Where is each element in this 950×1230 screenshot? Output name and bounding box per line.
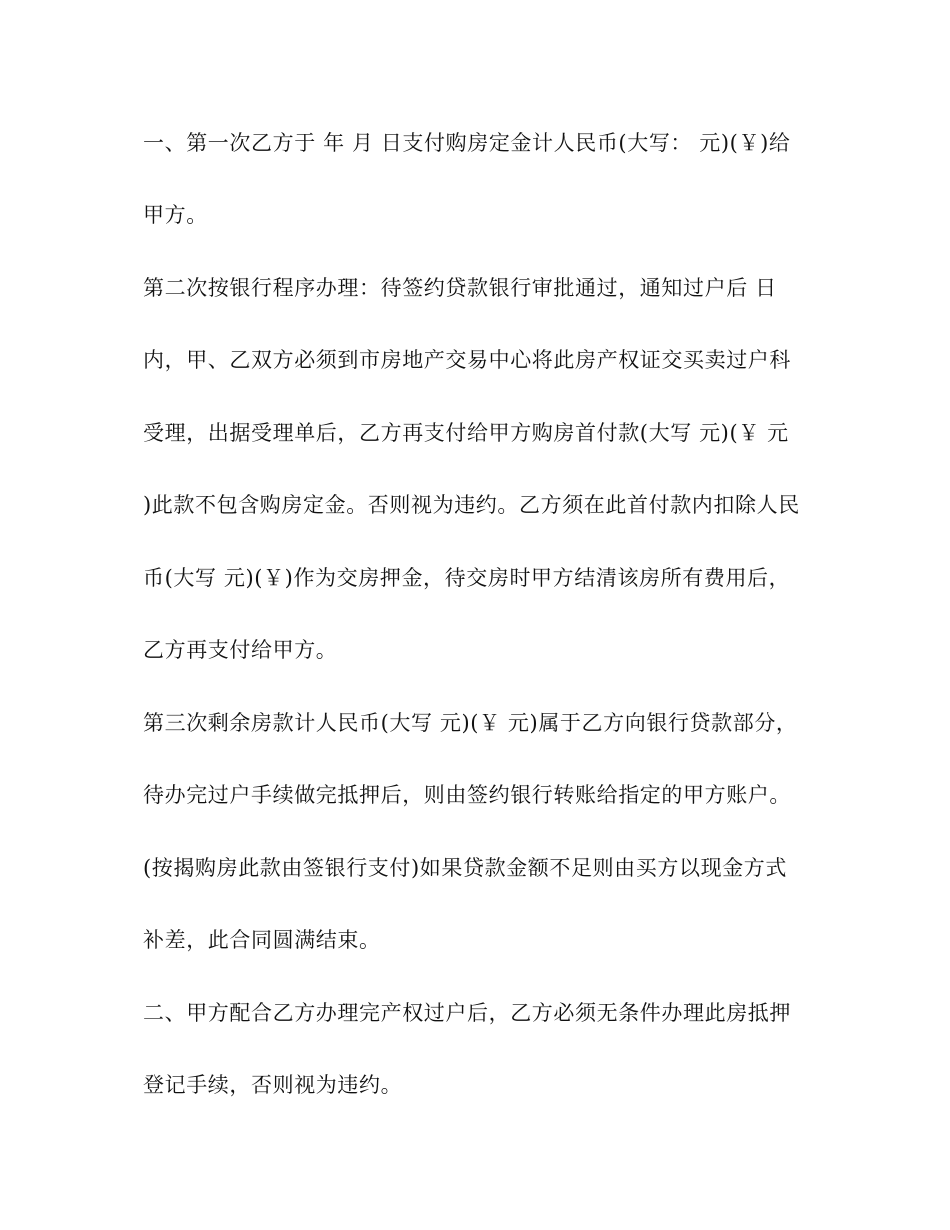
paragraph-line-11: (按揭购房此款由签银行支付)如果贷款金额不足则由买方以现金方式 xyxy=(143,856,787,880)
paragraph-line-12: 补差，此合同圆满结束。 xyxy=(143,928,381,952)
paragraph-line-4: 内，甲、乙双方必须到市房地产交易中心将此房产权证交买卖过户科 xyxy=(143,348,791,372)
paragraph-line-3: 第二次按银行程序办理：待签约贷款银行审批通过，通知过户后 日 xyxy=(143,276,777,300)
paragraph-line-10: 待办完过户手续做完抵押后，则由签约银行转账给指定的甲方账户。 xyxy=(143,783,791,807)
paragraph-line-6: )此款不包含购房定金。否则视为违约。乙方须在此首付款内扣除人民 xyxy=(143,493,800,517)
paragraph-line-2: 甲方。 xyxy=(143,203,208,227)
paragraph-line-5: 受理，出据受理单后，乙方再支付给甲方购房首付款(大写 元)(￥ 元 xyxy=(143,421,789,445)
paragraph-line-13: 二、甲方配合乙方办理完产权过户后，乙方必须无条件办理此房抵押 xyxy=(143,1001,791,1025)
paragraph-line-14: 登记手续，否则视为违约。 xyxy=(143,1073,403,1097)
paragraph-line-7: 币(大写 元)(￥)作为交房押金，待交房时甲方结清该房所有费用后， xyxy=(143,566,791,590)
paragraph-line-9: 第三次剩余房款计人民币(大写 元)(￥ 元)属于乙方向银行贷款部分， xyxy=(143,711,798,735)
paragraph-line-8: 乙方再支付给甲方。 xyxy=(143,638,338,662)
paragraph-line-1: 一、第一次乙方于 年 月 日支付购房定金计人民币(大写： 元)(￥)给 xyxy=(143,131,791,155)
